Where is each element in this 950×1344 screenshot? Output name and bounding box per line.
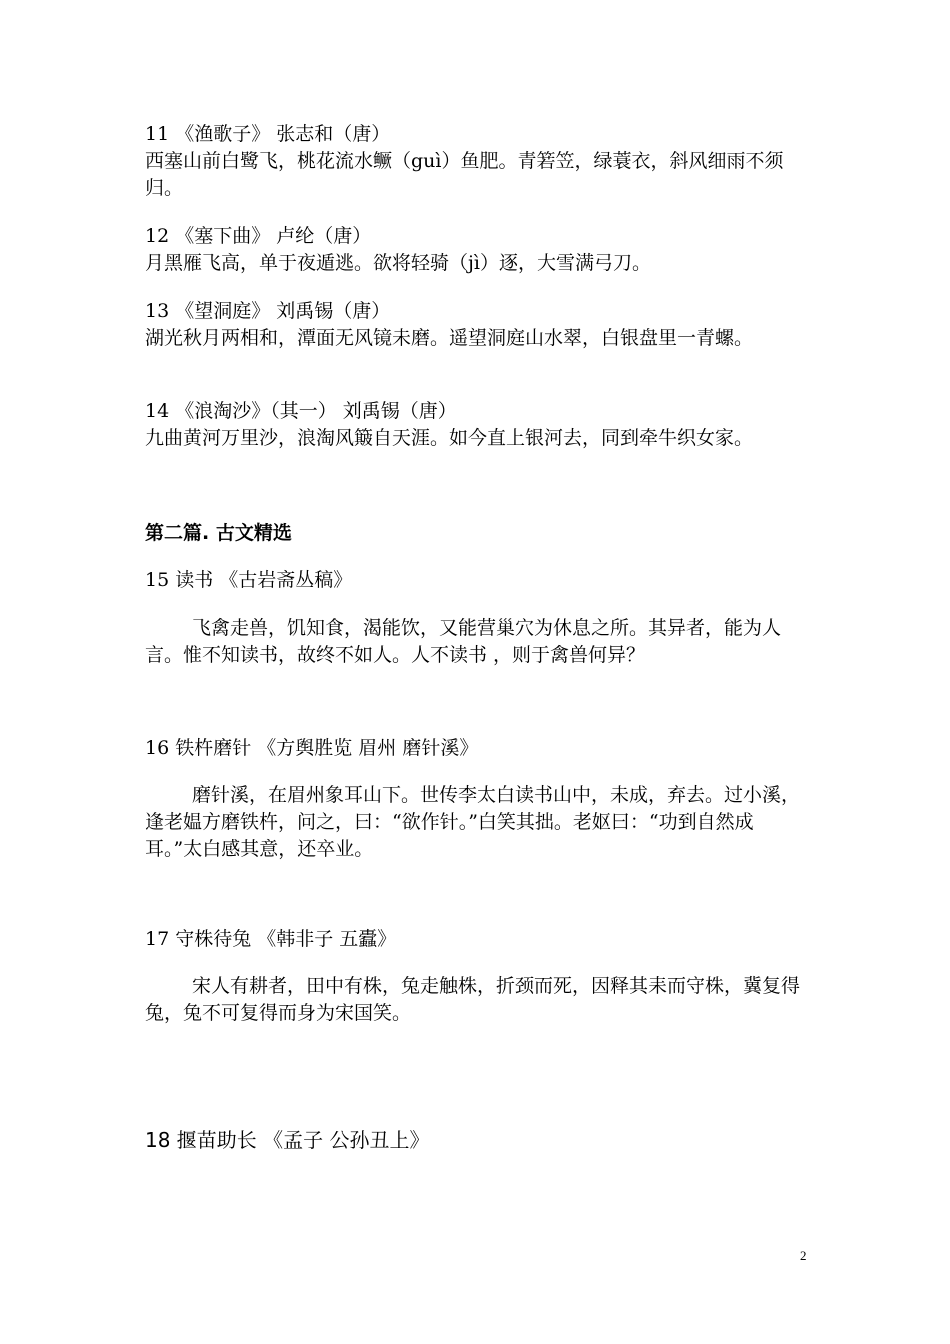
essay-16-heading: [145, 735, 810, 762]
poem-13: [145, 298, 810, 352]
poem-body: 九曲黄河万里沙，浪淘风簸自天涯。如今直上银河去，同到牵牛织女家。: [145, 427, 754, 449]
essay-18-heading: [145, 1127, 810, 1154]
poem-heading: 14 《浪淘沙》（其一） 刘禹锡（唐）: [145, 400, 457, 422]
poem-11: [145, 121, 810, 202]
poem-heading: 11 《渔歌子》 张志和（唐）: [145, 123, 391, 145]
essay-17-body: 宋人有耕者，田中有株，兔走触株，折颈而死，因释其耒而守株，冀复得兔，兔不可复得而身为宋国笑。: [145, 975, 801, 1024]
page-number: 2: [800, 1248, 807, 1263]
essay-heading: 17 守株待兔 《韩非子 五蠹》: [145, 928, 397, 950]
poem-body: 湖光秋月两相和，潭面无风镜未磨。遥望洞庭山水翠，白银盘里一青螺。: [145, 327, 754, 349]
poem-heading: 12 《塞下曲》 卢纶（唐）: [145, 225, 372, 247]
poem-heading: 13 《望洞庭》 刘禹锡（唐）: [145, 300, 391, 322]
essay-16-body: 磨针溪，在眉州象耳山下。世传李太白读书山中，未成，弃去。过小溪，逢老媪方磨铁杵，问之，曰：“欲作针。”白笑其拙。老妪曰：“功到自然成耳。”太白感其意，还卒业。: [145, 784, 801, 860]
essay-heading: 16 铁杵磨针 《方舆胜览 眉州 磨针溪》: [145, 737, 479, 759]
section-title: 第二篇. 古文精选: [145, 522, 292, 544]
essay-15-body: 飞禽走兽，饥知食，渴能饮，又能营巢穴为休息之所。其异者，能为人言。惟不知读书，故终不如人。人不读书 ，则于禽兽何异？: [145, 617, 782, 666]
essay-heading: 18 揠苗助长 《孟子 公孙丑上》: [145, 1128, 430, 1152]
essay-heading: 15 读书 《古岩斋丛稿》: [145, 569, 353, 591]
poem-body: 月黑雁飞高，单于夜遁逃。欲将轻骑（jì）逐，大雪满弓刀。: [145, 252, 651, 274]
poem-body: 西塞山前白鹭飞，桃花流水鳜（guì）鱼肥。青箬笠，绿蓑衣，斜风细雨不须归。: [145, 150, 784, 199]
poem-12: [145, 223, 810, 277]
essay-15-heading: [145, 567, 810, 594]
essay-17-heading: [145, 926, 810, 953]
poem-14: [145, 398, 810, 452]
